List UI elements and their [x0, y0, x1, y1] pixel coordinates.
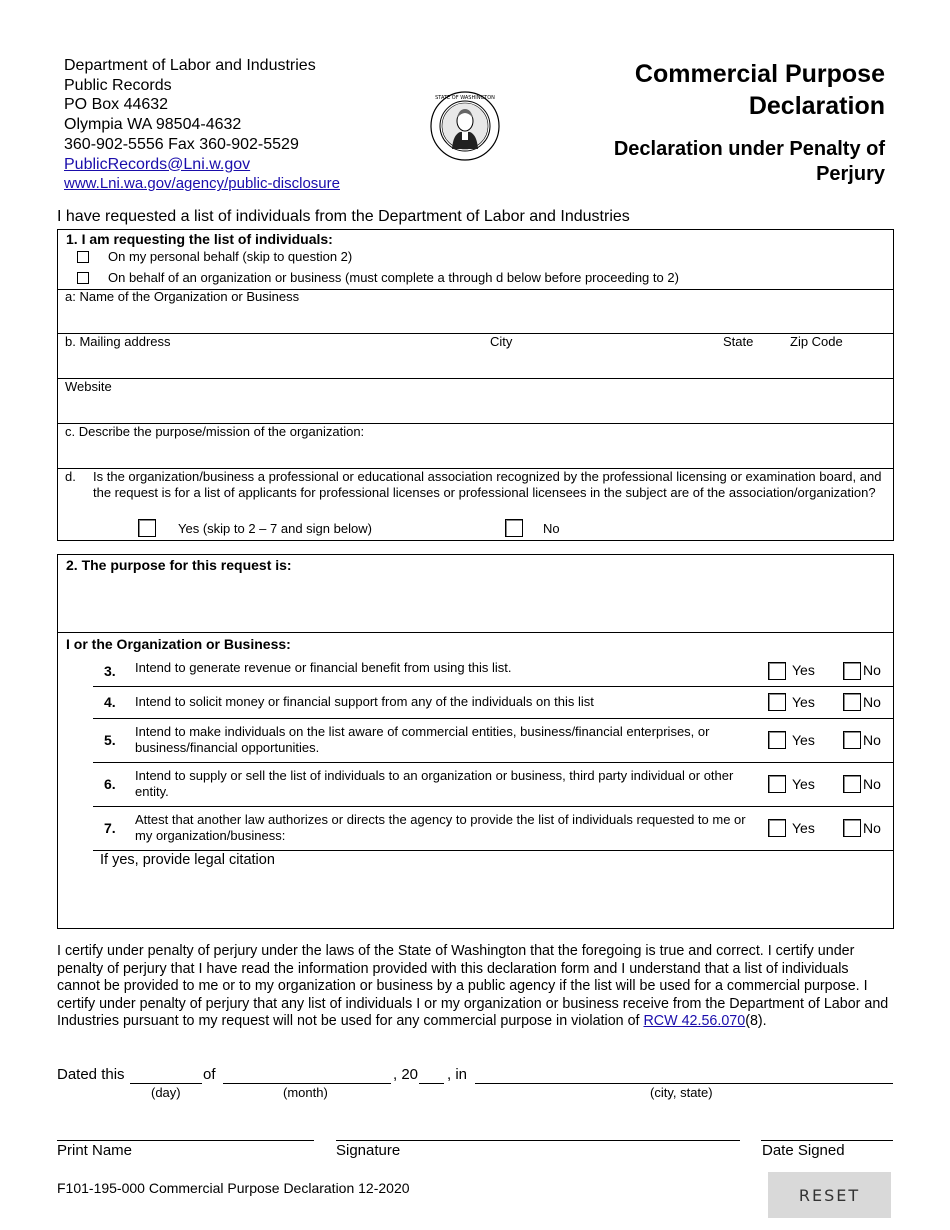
org-declarations-heading: I or the Organization or Business:: [66, 636, 291, 652]
city-label: City: [490, 334, 513, 349]
agency-address: [64, 56, 340, 194]
rcw-link[interactable]: RCW 42.56.070: [643, 1013, 746, 1030]
item-5-text: Intend to make individuals on the list aware of commercial entities, business/financial enterprises, or business/financial opportunities.: [135, 724, 710, 755]
d-yes-label: Yes (skip to 2 – 7 and sign below): [178, 521, 372, 536]
city-state-caption: (city, state): [650, 1085, 713, 1100]
divider: [93, 762, 893, 763]
state-label: State: [723, 334, 754, 349]
reset-button[interactable]: RESET: [768, 1172, 891, 1218]
item-6-no-checkbox[interactable]: [843, 775, 861, 793]
item-4-text: Intend to solicit money or financial support from any of the individuals on this list: [135, 694, 594, 709]
divider: [93, 718, 893, 719]
signature-input[interactable]: [336, 1140, 740, 1141]
item-6-yes-label: Yes: [792, 776, 815, 792]
dated-this-label: Dated this: [57, 1066, 125, 1083]
date-signed-label: Date Signed: [762, 1142, 845, 1159]
print-name-input[interactable]: [57, 1140, 314, 1141]
address-line: Public Records: [64, 76, 172, 94]
intro-statement: I have requested a list of individuals from the Department of Labor and Industries: [57, 208, 630, 225]
website-link[interactable]: www.Lni.wa.gov/agency/public-disclosure: [64, 175, 340, 193]
item-5-no-checkbox[interactable]: [843, 731, 861, 749]
d-no-label: No: [543, 521, 560, 536]
washington-state-seal-icon: [430, 91, 500, 161]
address-line: Department of Labor and Industries: [64, 57, 316, 74]
in-label: , in: [447, 1066, 468, 1083]
divider: [93, 850, 893, 851]
org-behalf-label: On behalf of an organization or business (must complete a through d below before proceeding to 2): [108, 270, 679, 285]
item-7-no-checkbox[interactable]: [843, 819, 861, 837]
divider: [58, 333, 893, 334]
item-5-number: 5.: [104, 732, 116, 748]
item-6-number: 6.: [104, 776, 116, 792]
month-caption: (month): [283, 1085, 328, 1100]
item-3-yes-label: Yes: [792, 662, 815, 678]
website-label: Website: [65, 379, 112, 394]
form-id: F101-195-000 Commercial Purpose Declaration 12-2020: [57, 1180, 410, 1196]
item-4-yes-checkbox[interactable]: [768, 693, 786, 711]
purpose-mission-input[interactable]: [60, 441, 890, 467]
item-4-number: 4.: [104, 694, 116, 710]
seal-lettering: STATE OF WASHINGTON: [435, 95, 495, 101]
item-3-yes-checkbox[interactable]: [768, 662, 786, 680]
divider: [58, 378, 893, 379]
org-name-label: a: Name of the Organization or Business: [65, 289, 300, 304]
mailing-address-input[interactable]: [60, 352, 890, 377]
item-7-no-label: No: [863, 820, 881, 836]
divider: [93, 686, 893, 687]
legal-citation-input[interactable]: [100, 872, 888, 924]
date-signed-input[interactable]: [761, 1140, 893, 1141]
item-7-text: Attest that another law authorizes or directs the agency to provide the list of individuals requested to me or my organization/business:: [135, 812, 746, 843]
item-7-yes-label: Yes: [792, 820, 815, 836]
org-behalf-checkbox[interactable]: [77, 272, 89, 284]
signature-label: Signature: [336, 1142, 401, 1159]
year-input[interactable]: [419, 1083, 444, 1084]
address-line: Olympia WA 98504-4632: [64, 116, 242, 134]
day-caption: (day): [151, 1085, 181, 1100]
item-3-number: 3.: [104, 663, 116, 679]
form-subtitle: Declaration under Penalty of Perjury: [613, 138, 885, 185]
item-4-no-label: No: [863, 694, 881, 710]
of-label: of: [203, 1066, 216, 1083]
day-input[interactable]: [130, 1083, 202, 1084]
item-3-text: Intend to generate revenue or financial benefit from using this list.: [135, 660, 512, 675]
print-name-label: Print Name: [57, 1142, 133, 1159]
personal-behalf-checkbox[interactable]: [77, 251, 89, 263]
section-1-heading: 1. I am requesting the list of individuals:: [66, 231, 333, 247]
divider: [93, 806, 893, 807]
item-6-text: Intend to supply or sell the list of individuals to an organization or business, third party individual or other entity.: [135, 768, 734, 799]
website-input[interactable]: [60, 396, 890, 422]
item-4-yes-label: Yes: [792, 694, 815, 710]
month-input[interactable]: [223, 1083, 391, 1084]
certification-suffix: (8).: [745, 1013, 767, 1030]
year-prefix-label: , 20: [393, 1066, 419, 1083]
personal-behalf-label: On my personal behalf (skip to question 2): [108, 249, 353, 264]
item-5-yes-label: Yes: [792, 732, 815, 748]
item-3-no-label: No: [863, 662, 881, 678]
certification-text: I certify under penalty of perjury under the laws of the State of Washington that the foregoing is true and correct. I certify under penalty of perjury that I have read the information provided with this declaration form and I understand that a list of individuals cannot be provided to me or to my organization or business by a public agency if the list will be used for a commercial purpose. I certify under penalty of perjury that any list of individuals I or my organization or business receive from the Department of Labor and Industries pursuant to my request will not be used for any commercial purpose in violation of: [57, 943, 889, 1030]
phone-fax: 360-902-5556 Fax 360-902-5529: [64, 135, 299, 153]
item-5-no-label: No: [863, 732, 881, 748]
email-link[interactable]: PublicRecords@Lni.w.gov: [64, 155, 251, 173]
item-7-number: 7.: [104, 820, 116, 836]
form-title: Commercial Purpose Declaration: [634, 60, 885, 120]
zip-label: Zip Code: [790, 334, 843, 349]
org-name-input[interactable]: [60, 306, 890, 332]
certification-paragraph: [57, 943, 895, 1031]
section-2-heading: 2. The purpose for this request is:: [66, 557, 292, 573]
item-6-no-label: No: [863, 776, 881, 792]
item-7-yes-checkbox[interactable]: [768, 819, 786, 837]
item-4-no-checkbox[interactable]: [843, 693, 861, 711]
legal-citation-label: If yes, provide legal citation: [100, 852, 275, 868]
item-6-yes-checkbox[interactable]: [768, 775, 786, 793]
question-d-text: Is the organization/business a professional or educational association recognized by the professional licensing or examination board, and the request is for a list of applicants for professional licenses or professional licensees in the subject are of the association/organization?: [93, 469, 882, 500]
city-state-input[interactable]: [475, 1083, 893, 1084]
purpose-mission-label: c. Describe the purpose/mission of the organization:: [65, 424, 365, 439]
d-yes-checkbox[interactable]: [138, 519, 156, 537]
address-line: PO Box 44632: [64, 96, 169, 114]
item-3-no-checkbox[interactable]: [843, 662, 861, 680]
d-no-checkbox[interactable]: [505, 519, 523, 537]
question-d-label: d.: [65, 469, 76, 484]
request-purpose-input[interactable]: [60, 576, 890, 630]
item-5-yes-checkbox[interactable]: [768, 731, 786, 749]
divider: [58, 632, 893, 633]
mailing-address-label: b. Mailing address: [65, 334, 171, 349]
